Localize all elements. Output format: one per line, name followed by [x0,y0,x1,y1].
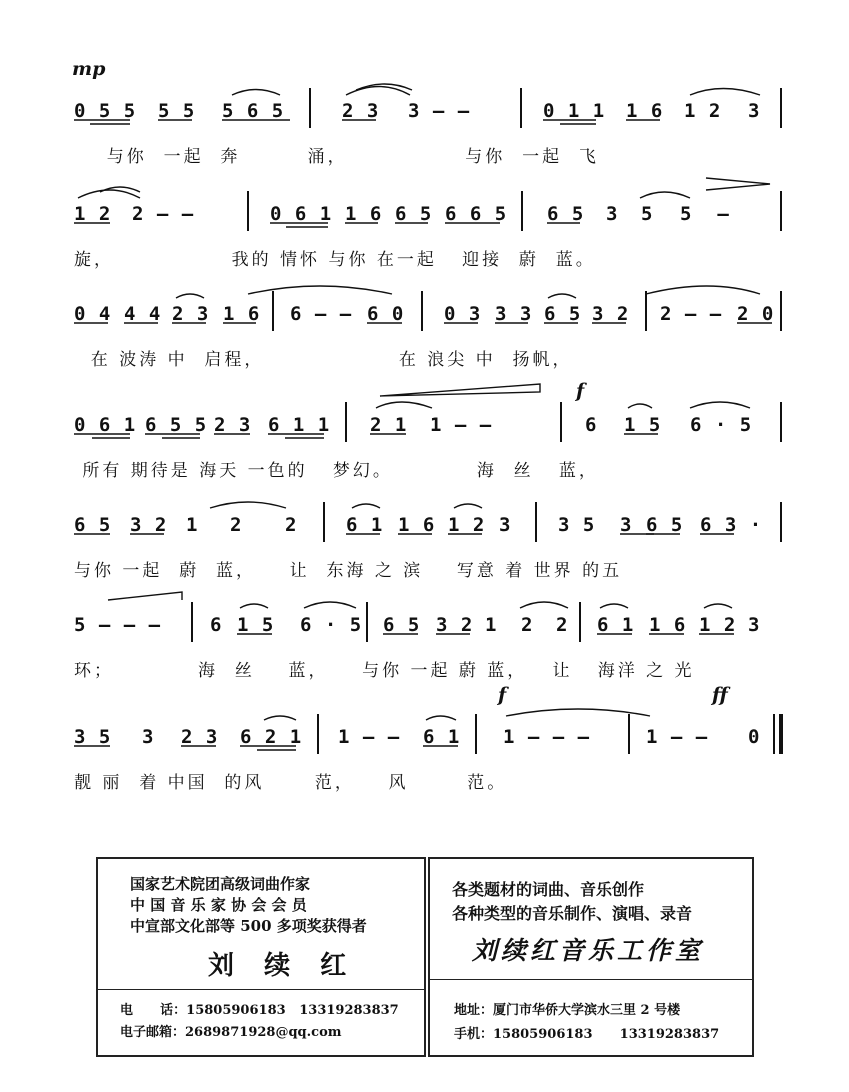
bar-line [773,714,775,754]
note-group: 3 [748,100,761,122]
note-group: 1 6 [649,614,687,636]
composer-info-box [96,857,426,1057]
dynamic-f-1: f [576,380,585,402]
note-group: 3 [606,203,619,225]
note-group: 0 3 [444,303,482,325]
note-group: 3 [748,614,761,636]
bar-line [272,291,274,331]
note-group: 2 3 [172,303,210,325]
note-group: 6 [210,614,223,636]
bar-line [366,602,368,642]
bar-line [535,502,537,542]
note-group: 6 1 1 [268,414,331,436]
note-group: 5 6 5 [222,100,285,122]
note-group: 3 2 [592,303,630,325]
note-group: 2 1 [370,414,408,436]
bar-line [780,191,782,231]
composer-awards: 中宣部文化部等 500 多项奖获得者 [130,917,367,935]
note-group: 6 5 [74,514,112,536]
note-group: 2 0 [737,303,775,325]
final-bar-line [779,714,783,754]
note-group: 1 2 [699,614,737,636]
note-group: 1 – – [338,726,401,748]
note-group: 2 3 [181,726,219,748]
note-group: 2 [556,614,569,636]
score-line-3 [0,303,849,383]
score-line-5 [0,514,849,594]
note-group: 5 5 [158,100,196,122]
note-group: 5 [641,203,654,225]
address-text: 地址：厦门市华侨大学滨水三里 2 号楼 [454,1003,681,1018]
bar-line [520,88,522,128]
note-group: 0 [748,726,761,748]
note-group: 2 3 [214,414,252,436]
note-group: 1 6 [223,303,261,325]
note-group: 3 3 [495,303,533,325]
bar-line [645,291,647,331]
note-group: 2 [230,514,243,536]
note-group: 1 – – [430,414,493,436]
note-group: 3 5 [74,726,112,748]
phone-text: 电 话：15805906183 13319283837 [120,1003,399,1018]
note-group: 6 1 [597,614,635,636]
composer-name: 刘 续 红 [208,951,351,981]
note-group: 1 2 [684,100,722,122]
bar-line [780,291,782,331]
note-group: 6 – – [290,303,353,325]
note-group: 6 6 5 [445,203,508,225]
note-group: 6 5 [383,614,421,636]
studio-name: 刘续红音乐工作室 [472,936,705,965]
note-group: 5 – – – [74,614,162,636]
note-group: 2 – – [660,303,723,325]
note-group: 1 6 [345,203,383,225]
note-group: 2 [521,614,534,636]
studio-service-2: 各种类型的音乐制作、演唱、录音 [452,904,693,923]
lyric-line-3: 在 波涛 中 启程， 在 浪尖 中 扬帆， [74,350,573,370]
note-group: 1 – – [646,726,709,748]
note-group: 3 [499,514,512,536]
lyric-line-5: 与你 一起 蔚 蓝， 让 东海 之 滨 写意 着 世界 的五 [74,561,623,581]
bar-line [628,714,630,754]
dynamic-f-2: f [498,684,507,706]
note-group: 1 – – – [503,726,591,748]
bar-line [247,191,249,231]
divider [430,979,752,980]
score-line-6 [0,614,849,694]
note-group: 1 [186,514,199,536]
note-group: 6 3 · [700,514,763,536]
composer-membership: 中 国 音 乐 家 协 会 会 员 [130,896,307,914]
divider [98,989,424,990]
note-group: 0 5 5 [74,100,137,122]
note-group: 3 2 [436,614,474,636]
note-group: 5 – [680,203,730,225]
note-group: 3 [142,726,155,748]
note-group: 1 2 [74,203,112,225]
lyric-line-4: 所有 期待是 海天 一色的 梦幻。 海 丝 蓝， [74,461,599,481]
note-group: 6 1 [423,726,461,748]
note-group: 1 6 [626,100,664,122]
note-group: 3 5 [558,514,596,536]
note-group: 4 4 [124,303,162,325]
note-group: 1 2 [448,514,486,536]
note-group: 0 6 1 [74,414,137,436]
lyric-line-6: 环； 海 丝 蓝， 与你 一起 蔚 蓝， 让 海洋 之 光 [74,661,695,681]
lyric-line-7: 靓 丽 着 中国 的风 范， 风 范。 [74,773,508,793]
note-group: 0 6 1 [270,203,333,225]
note-group: 6 · 5 [690,414,753,436]
email-text: 电子邮箱：2689871928@qq.com [120,1025,342,1040]
note-group: 3 2 [130,514,168,536]
score-line-4 [0,414,849,494]
note-group: 6 · 5 [300,614,363,636]
studio-service-1: 各类题材的词曲、音乐创作 [452,880,645,899]
lyric-line-2: 旋， 我的 情怀 与你 在一起 迎接 蔚 蓝。 [74,250,596,270]
note-group: 0 4 [74,303,112,325]
dynamic-ff: ff [712,684,728,706]
bar-line [579,602,581,642]
bar-line [345,402,347,442]
note-group: 2 [285,514,298,536]
bar-line [191,602,193,642]
lyric-line-1: 与你 一起 奔 涌， 与你 一起 飞 [90,147,599,167]
bar-line [421,291,423,331]
note-group: 6 5 [547,203,585,225]
note-group: 1 [485,614,498,636]
score-line-2 [0,203,849,283]
note-group: 2 – – [132,203,195,225]
score-line-7 [0,726,849,806]
note-group: 0 1 1 [543,100,606,122]
score-line-1 [0,100,849,180]
composer-title: 国家艺术院团高级词曲作家 [130,875,311,893]
bar-line [560,402,562,442]
bar-line [521,191,523,231]
note-group: 6 1 [346,514,384,536]
bar-line [780,402,782,442]
note-group: 1 6 [398,514,436,536]
note-group: 3 – – [408,100,471,122]
note-group: 1 5 [624,414,662,436]
mobile-text: 手机：15805906183 13319283837 [454,1027,720,1042]
note-group: 6 0 [367,303,405,325]
bar-line [309,88,311,128]
note-group: 6 5 [646,514,684,536]
dynamic-mp: mp [72,58,106,80]
note-group: 6 [585,414,598,436]
note-group: 6 5 [544,303,582,325]
bar-line [780,88,782,128]
note-group: 6 5 5 [145,414,208,436]
note-group: 1 5 [237,614,275,636]
bar-line [475,714,477,754]
note-group: 6 2 1 [240,726,303,748]
studio-info-box [428,857,754,1057]
bar-line [780,502,782,542]
note-group: 2 3 [342,100,380,122]
note-group: 3 [620,514,633,536]
bar-line [323,502,325,542]
bar-line [317,714,319,754]
note-group: 6 5 [395,203,433,225]
